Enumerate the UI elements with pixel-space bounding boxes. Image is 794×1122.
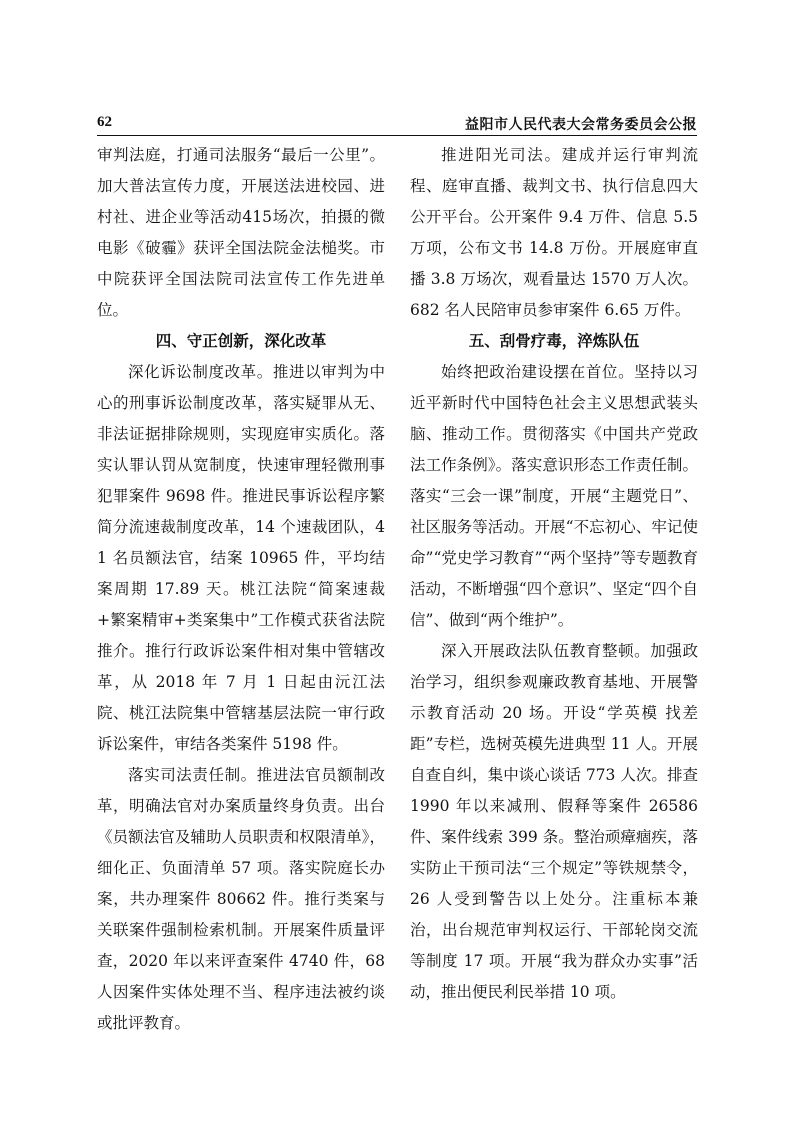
paragraph-team-rectification — [410, 636, 698, 1008]
paragraph-judicial-responsibility — [97, 760, 385, 1039]
paragraph-lead: 始终把政治建设摆在首位。 — [441, 363, 635, 381]
paragraph-body: 建成并运行审判流程、庭审直播、裁判文书、执行信息四大公开平台。公开案件 9.4 万件、信息 5.5 万项，公布文书 14.8 万份。开展庭审直播 3.8 万场次，观看量达 1570 万人次。682 名人民陪审员参审案件 6.65 万件。 — [410, 146, 698, 319]
continued-paragraph: 审判法庭，打通司法服务“最后一公里”。加大普法宣传力度，开展送法进校园、进村社、进企业等活动415场次，拍摄的微电影《破霾》获评全国法院金法槌奖。市中院获评全国法院司法宣传工作先进单位。 — [97, 146, 385, 319]
paragraph-lead: 落实司法责任制。 — [128, 766, 257, 784]
paragraph-body: 推进法官员额制改革，明确法官对办案质量终身负责。出台《员额法官及辅助人员职责和权限清单》，细化正、负面清单 57 项。落实院庭长办案，共办理案件 80662 件。推行类案与关联案件强制检索机制。开展案件质量评查，2020 年以来评查案件 4740 件，68 人因案件实体处理不当、程序违法被约谈或批评教育。 — [97, 766, 385, 1032]
paragraph-political-building — [410, 357, 698, 636]
paragraph-sunshine-justice — [410, 140, 698, 326]
paragraph-litigation-reform — [97, 357, 385, 760]
paragraph-lead: 深入开展政法队伍教育整顿。 — [441, 642, 651, 660]
left-column — [97, 140, 385, 1039]
right-column — [410, 140, 698, 1008]
page-header — [97, 114, 697, 136]
page-number: 62 — [97, 114, 112, 130]
section-heading-5: 五、刮骨疗毒，淬炼队伍 — [468, 332, 640, 350]
paragraph-lead: 推进阳光司法。 — [441, 146, 562, 164]
header-rule — [97, 135, 697, 136]
section-heading-4: 四、守正创新，深化改革 — [155, 332, 327, 350]
paragraph-body: 加强政治学习，组织参观廉政教育基地、开展警示教育活动 20 场。开设“学英模 找差距”专栏，选树英模先进典型 11 人。开展自查自纠，集中谈心谈话 773 人次。排查 1990 年以来减刑、假释等案件 26586 件、案件线索 399 条。整治顽瘴痼疾，落实防止干预司法“三个规定”等铁规禁令，26 人受到警告以上处分。注重标本兼治，出台规范审判权运行、干部轮岗交流等制度 17 项。开展“我为群众办实事”活动，推出便民利民举措 10 项。 — [410, 642, 698, 1001]
paragraph-body: 坚持以习近平新时代中国特色社会主义思想武装头脑、推动工作。贯彻落实《中国共产党政法工作条例》。落实意识形态工作责任制。落实“三会一课”制度，开展“主题党日”、社区服务等活动。开展“不忘初心、牢记使命”“党史学习教育”“两个坚持”等专题教育活动，不断增强“四个意识”、坚定“四个自信”、做到“两个维护”。 — [410, 363, 698, 629]
paragraph-body: 推进以审判为中心的刑事诉讼制度改革，落实疑罪从无、非法证据排除规则，实现庭审实质化。落实认罪认罚从宽制度，快速审理轻微刑事犯罪案件 9698 件。推进民事诉讼程序繁简分流速裁制度改革，14 个速裁团队，41 名员额法官，结案 10965 件，平均结案周期 17.89 天。桃江法院“简案速裁+繁案精审+类案集中”工作模式获省法院推介。推行行政诉讼案件相对集中管辖改革，从 2018 年 7 月 1 日起由沅江法院、桃江法院集中管辖基层法院一审行政诉讼案件，审结各类案件 5198 件。 — [97, 363, 385, 753]
journal-title: 益阳市人民代表大会常务委员会公报 — [465, 117, 697, 133]
paragraph-lead: 深化诉讼制度改革。 — [128, 363, 273, 381]
